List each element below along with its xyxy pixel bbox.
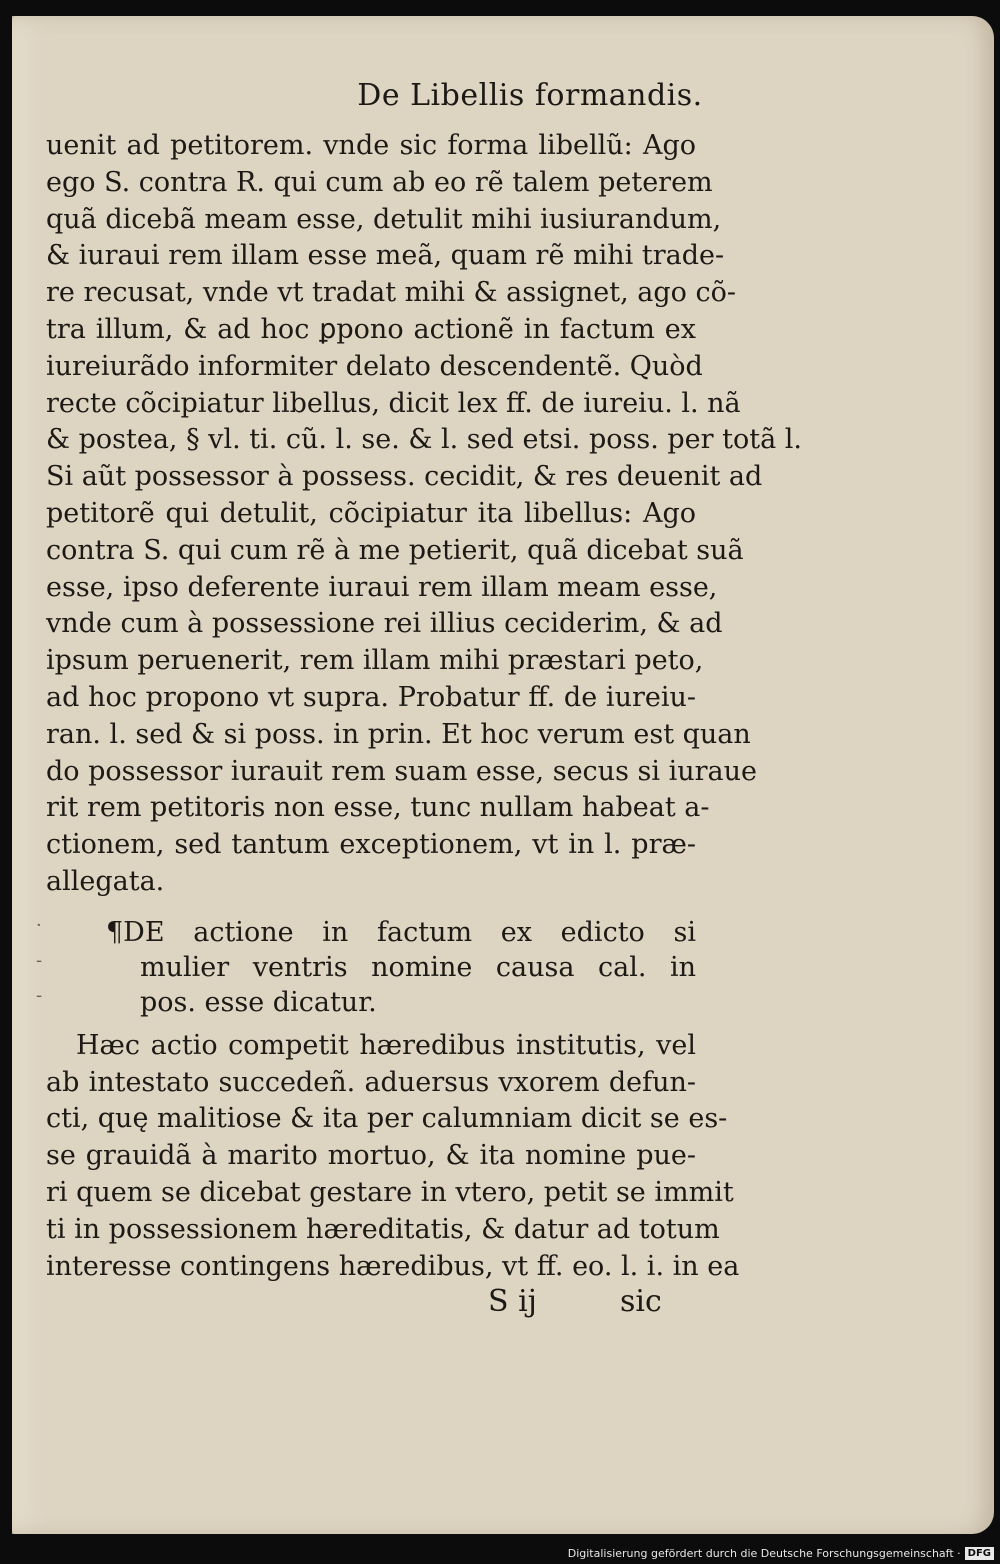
text-line: ¶DE actione in factum ex edicto si <box>106 916 696 948</box>
text-line: ran. l. sed & si poss. in prin. Et hoc verum est quan <box>46 718 751 750</box>
catchword: sic <box>620 1284 662 1319</box>
text-line: Hæc actio competit hæredibus institutis, vel <box>76 1029 696 1061</box>
text-line: cti, quę malitiose & ita per calumniam dicit se es- <box>46 1103 728 1135</box>
text-line: re recusat, vnde vt tradat mihi & assignet, ago cõ- <box>46 277 736 309</box>
text-line: vnde cum à possessione rei illius ceciderim, & ad <box>46 608 723 640</box>
text-line: interesse contingens hæredibus, vt ff. eo. l. i. in ea <box>46 1250 740 1282</box>
text-line: uenit ad petitorem. vnde sic forma libellũ: Ago <box>46 130 696 161</box>
paragraph-1 <box>46 128 802 901</box>
text-line: & postea, § vl. ti. cũ. l. se. & l. sed etsi. poss. per totã l. <box>46 424 802 456</box>
paragraph-2 <box>46 1028 740 1286</box>
text-line: do possessor iurauit rem suam esse, secus si iuraue <box>46 755 757 787</box>
page-body <box>46 128 802 1285</box>
text-line: ego S. contra R. qui cum ab eo rẽ talem peterem <box>46 166 713 198</box>
text-line: ad hoc propono vt supra. Probatur ff. de iureiu- <box>46 681 696 713</box>
text-line: allegata. <box>46 865 165 897</box>
text-line: & iuraui rem illam esse meã, quam rẽ mihi trade- <box>46 240 725 272</box>
margin-marks: · - - <box>36 915 43 1006</box>
text-line: ri quem se dicebat gestare in vtero, petit se immit <box>46 1176 734 1208</box>
text-line: se grauidã à marito mortuo, & ita nomine pue- <box>46 1140 696 1172</box>
dfg-logo-icon: DFG <box>965 1547 994 1560</box>
text-line: ti in possessionem hæreditatis, & datur ad totum <box>46 1213 720 1245</box>
section-heading <box>46 915 696 1020</box>
text-line: contra S. qui cum rẽ à me petierit, quã dicebat suã <box>46 534 744 566</box>
text-line: iureiurãdo informiter delato descendentẽ. Quòd <box>46 350 703 382</box>
signature-mark: S ij <box>488 1284 537 1319</box>
text-line: tra illum, & ad hoc ꝑpono actionẽ in factum ex <box>46 313 696 345</box>
text-line: recte cõcipiatur libellus, dicit lex ff. de iureiu. l. nã <box>46 387 741 419</box>
credit-text: Digitalisierung gefördert durch die Deutsche Forschungsgemeinschaft · <box>567 1547 961 1560</box>
text-line: quã dicebã meam esse, detulit mihi iusiurandum, <box>46 203 722 235</box>
text-line: mulier ventris nomine causa cal. in <box>140 951 696 983</box>
text-line: ab intestato succedeñ. aduersus vxorem defun- <box>46 1066 696 1098</box>
text-line: Si aũt possessor à possess. cecidit, & res deuenit ad <box>46 461 763 493</box>
text-line: ctionem, sed tantum exceptionem, vt in l. præ- <box>46 829 696 861</box>
text-line: rit rem petitoris non esse, tunc nullam habeat a- <box>46 792 710 824</box>
text-line: esse, ipso deferente iuraui rem illam meam esse, <box>46 571 718 603</box>
text-line: petitorẽ qui detulit, cõcipiatur ita libellus: Ago <box>46 497 696 529</box>
text-line: pos. esse dicatur. <box>140 986 377 1018</box>
running-head: De Libellis formandis. <box>357 78 703 113</box>
text-line: ipsum peruenerit, rem illam mihi præstari peto, <box>46 645 704 677</box>
digitization-credit <box>568 1547 994 1560</box>
